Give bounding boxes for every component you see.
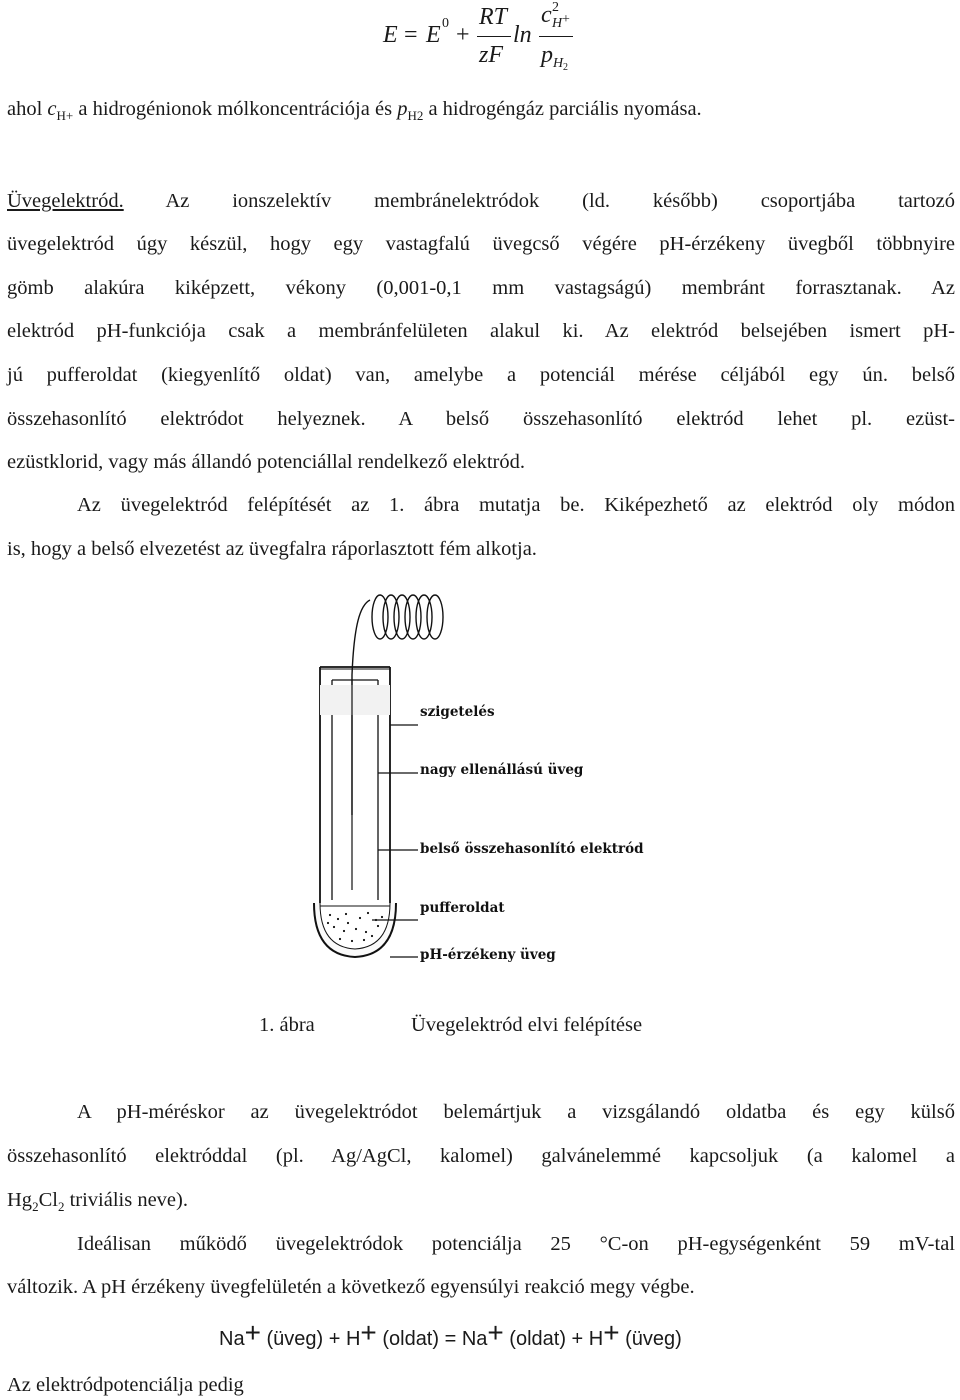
glass-electrode-diagram — [300, 585, 680, 1005]
reaction-charge-2: + — [360, 1317, 377, 1348]
label-high-resistance-glass: nagy ellenállású üveg — [420, 762, 584, 778]
eq-plus: + — [456, 22, 470, 48]
section1-line1 — [7, 190, 955, 213]
section2-line1: A pH-méréskor az üvegelektródot belemártjuk a vizsgálandó oldatba és egy külső — [77, 1101, 955, 1123]
hg-symbol: Hg — [7, 1189, 33, 1211]
label-buffer: pufferoldat — [420, 900, 505, 916]
definition-p-sub: H2 — [407, 108, 424, 123]
section2-line2: összehasonlító elektróddal (pl. Ag/AgCl, kalomel) galvánelemmé kapcsoljuk (a kalomel a — [7, 1145, 955, 1167]
eq-lhs: E — [383, 22, 398, 48]
reaction-charge-3: + — [487, 1317, 504, 1348]
section1-line2: üvegelektród úgy készül, hogy egy vastagfalú üvegcső végére pH-érzékeny üvegből többnyire — [7, 233, 955, 255]
eq-p: p — [541, 42, 553, 68]
section2-line4: Ideálisan működő üvegelektródok potenciálja 25 °C-on pH-egységenként 59 mV-tal — [77, 1233, 955, 1255]
reaction-part-4: (üveg) — [619, 1328, 682, 1350]
eq-c: c — [541, 2, 552, 28]
section1-line7: ezüstklorid, vagy más állandó potenciállal rendelkező elektród. — [7, 451, 526, 473]
reaction-charge-4: + — [603, 1317, 620, 1348]
figure-caption-number: 1. ábra — [259, 1014, 315, 1036]
section1-line5: jú pufferoldat (kiegyenlítő oldat) van, amelybe a potenciál mérése céljából egy ún. belső — [7, 364, 955, 386]
section1-line1-text: Az ionszelektív membránelektródok (ld. később) csoportjába tartozó — [123, 190, 955, 212]
label-insulation: szigetelés — [420, 704, 495, 720]
reaction-na-1: Na — [219, 1328, 245, 1350]
eq-p-subsub: 2 — [563, 62, 568, 73]
eq-ln: ln — [513, 22, 532, 48]
eq-e0: E — [426, 22, 441, 48]
definition-line — [7, 98, 702, 121]
insulation-band — [320, 685, 390, 715]
section2-line3-rest: triviális neve). — [64, 1189, 188, 1211]
eq-frac-bar-2 — [539, 36, 573, 37]
section1-line4: elektród pH-funkciója csak a membránfelületen alakul ki. Az elektród belsejében ismert pH- — [7, 320, 955, 342]
definition-middle: a hidrogénionok mólkoncentrációja és — [73, 98, 398, 120]
eq-c-sub: H — [552, 16, 563, 31]
hg-subscript: 2 — [32, 1199, 39, 1214]
eq-c-sup: 2 — [552, 0, 559, 15]
definition-p: p — [397, 98, 408, 120]
eq-frac-bar — [477, 36, 511, 37]
eq-p-sub: H — [553, 56, 564, 71]
cl-symbol: Cl — [38, 1189, 58, 1211]
eq-e0-sup: 0 — [442, 16, 449, 31]
reaction-charge-1: + — [244, 1317, 261, 1348]
last-line: Az elektródpotenciálja pedig — [7, 1374, 244, 1396]
reaction-part-2: (oldat) = Na — [376, 1328, 488, 1350]
definition-c: c — [47, 98, 57, 120]
section1-line6: összehasonlító elektródot helyeznek. A belső összehasonlító elektród lehet pl. ezüst- — [7, 408, 955, 430]
eq-c-subsup: + — [562, 12, 570, 27]
reaction-part-3: (oldat) + H — [503, 1328, 604, 1350]
section2-line3 — [7, 1189, 188, 1212]
section2-line5: változik. A pH érzékeny üvegfelületén a következő egyensúlyi reakció megy végbe. — [7, 1276, 695, 1298]
reaction-part-1: (üveg) + H — [260, 1328, 361, 1350]
section1-line9: is, hogy a belső elvezetést az üvegfalra ráporlasztott fém alkotja. — [7, 538, 537, 560]
section1-line8: Az üvegelektród felépítését az 1. ábra mutatja be. Kiképezhető az elektród oly módon — [77, 494, 955, 516]
label-ph-glass: pH-érzékeny üveg — [420, 947, 556, 963]
eq-frac-den: zF — [479, 42, 503, 68]
section1-heading: Üvegelektród. — [7, 190, 124, 212]
definition-prefix: ahol — [7, 98, 48, 120]
figure-caption-text: Üvegelektród elvi felépítése — [411, 1014, 643, 1036]
eq-frac-num: RT — [479, 4, 508, 30]
cl-subscript: 2 — [57, 1199, 65, 1214]
equilibrium-reaction — [219, 1317, 682, 1351]
membrane-bulb — [314, 903, 396, 957]
label-inner-reference-electrode: belső összehasonlító elektród — [420, 841, 644, 857]
definition-c-sub: H+ — [56, 108, 74, 123]
section1-line3: gömb alakúra kiképzett, vékony (0,001-0,1 mm vastagságú) membránt forrasztanak. Az — [7, 277, 955, 299]
definition-suffix: a hidrogéngáz parciális nyomása. — [423, 98, 702, 120]
eq-equals: = — [404, 22, 418, 48]
